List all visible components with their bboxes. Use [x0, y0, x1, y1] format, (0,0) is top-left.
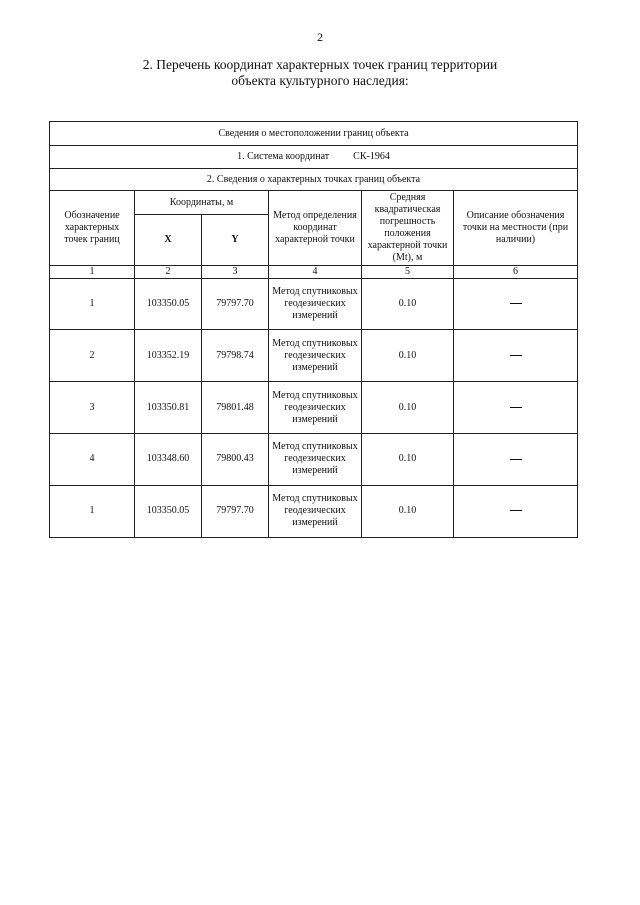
table-row — [50, 434, 578, 485]
dash-mark — [510, 355, 522, 356]
header-error: Средняя квадратическая погрешность положения характерной точки (Mt), м — [362, 191, 454, 266]
error-cell: 0.10 — [362, 330, 454, 381]
point-designation: 3 — [50, 381, 135, 433]
header-y: Y — [202, 214, 269, 265]
point-designation: 2 — [50, 330, 135, 381]
column-number: 6 — [454, 266, 578, 279]
coordinate-y: 79800.43 — [202, 434, 269, 485]
column-number: 3 — [202, 266, 269, 279]
page-number: 2 — [317, 30, 323, 44]
header-coordinates: Координаты, м — [135, 191, 269, 214]
header-description: Описание обозначения точки на местности (при наличии) — [454, 191, 578, 266]
dash-mark — [510, 303, 522, 304]
header-x: X — [135, 214, 202, 265]
table-title: Сведения о местоположении границ объекта — [50, 122, 578, 146]
point-designation: 1 — [50, 279, 135, 330]
method-cell: Метод спутниковых геодезических измерений — [269, 330, 362, 381]
coordinate-system-label: 1. Система координат — [237, 151, 330, 163]
error-cell: 0.10 — [362, 381, 454, 433]
table-row — [50, 381, 578, 433]
coordinate-x: 103348.60 — [135, 434, 202, 485]
table-row — [50, 330, 578, 381]
column-number: 5 — [362, 266, 454, 279]
coordinate-y: 79798.74 — [202, 330, 269, 381]
description-cell — [454, 279, 578, 330]
column-number: 2 — [135, 266, 202, 279]
points-section-label: 2. Сведения о характерных точках границ объекта — [50, 169, 578, 191]
coordinate-y: 79797.70 — [202, 279, 269, 330]
error-cell: 0.10 — [362, 434, 454, 485]
description-cell — [454, 485, 578, 537]
coordinate-x: 103350.81 — [135, 381, 202, 433]
heading-line-2: объекта культурного наследия: — [231, 73, 409, 88]
dash-mark — [510, 459, 522, 460]
coordinate-system-value: СК-1964 — [353, 151, 390, 163]
coordinate-y: 79801.48 — [202, 381, 269, 433]
description-cell — [454, 330, 578, 381]
coordinate-y: 79797.70 — [202, 485, 269, 537]
point-designation: 4 — [50, 434, 135, 485]
method-cell: Метод спутниковых геодезических измерений — [269, 434, 362, 485]
heading-line-1: 2. Перечень координат характерных точек границ территории — [142, 57, 498, 72]
coordinate-x: 103350.05 — [135, 485, 202, 537]
dash-mark — [510, 407, 522, 408]
dash-mark — [510, 510, 522, 511]
header-method: Метод определения координат характерной точки — [269, 191, 362, 266]
coordinates-table — [49, 121, 578, 538]
coordinate-x: 103352.19 — [135, 330, 202, 381]
method-cell: Метод спутниковых геодезических измерений — [269, 279, 362, 330]
description-cell — [454, 434, 578, 485]
method-cell: Метод спутниковых геодезических измерений — [269, 485, 362, 537]
section-heading — [0, 57, 640, 89]
error-cell: 0.10 — [362, 279, 454, 330]
column-number: 1 — [50, 266, 135, 279]
coordinate-x: 103350.05 — [135, 279, 202, 330]
error-cell: 0.10 — [362, 485, 454, 537]
method-cell: Метод спутниковых геодезических измерений — [269, 381, 362, 433]
description-cell — [454, 381, 578, 433]
point-designation: 1 — [50, 485, 135, 537]
column-number: 4 — [269, 266, 362, 279]
coordinate-system-row — [50, 146, 578, 169]
table-row — [50, 279, 578, 330]
table-row — [50, 485, 578, 537]
header-designation: Обозначение характерных точек границ — [50, 191, 135, 266]
